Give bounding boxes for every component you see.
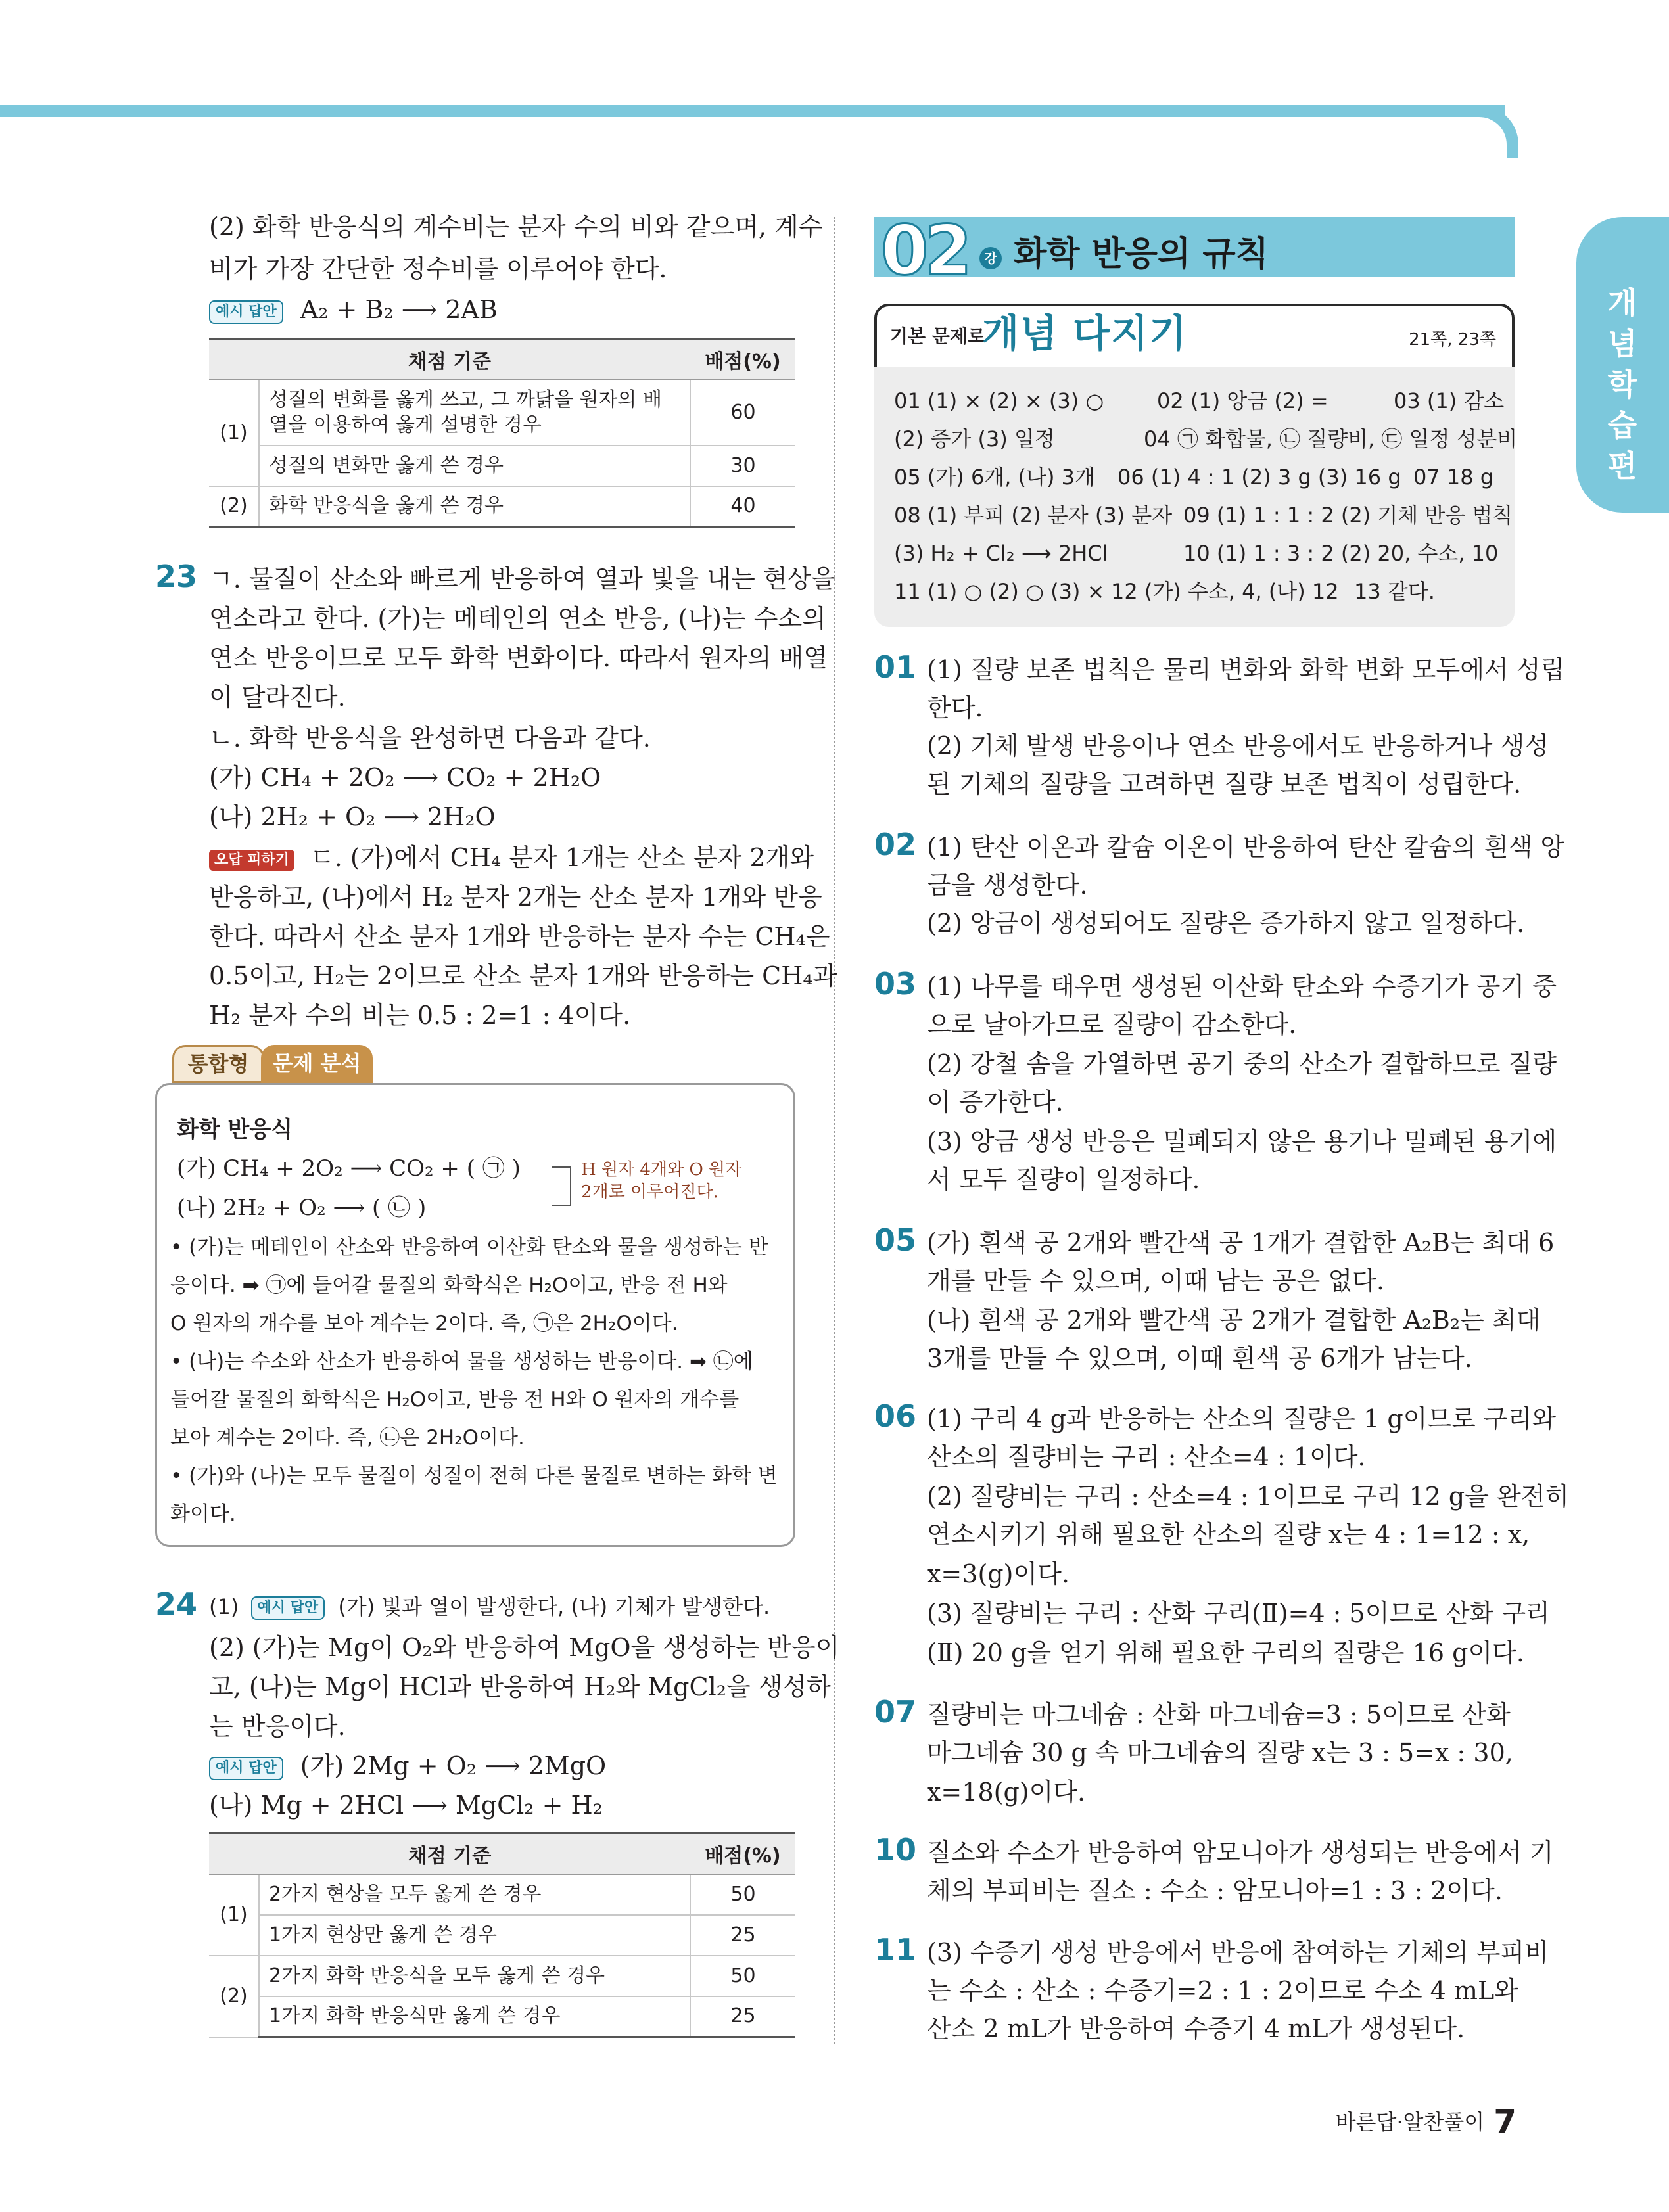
item-03-line: 이 증가한다. [927, 1088, 1064, 1117]
answer-box [874, 367, 1518, 627]
q23-line-8: 반응하고, (나)에서 H₂ 분자 2개는 산소 분자 1개와 반응 [209, 883, 822, 911]
analysis-equation-2: (나) 2H₂ + O₂ ⟶ ( ㉡ ) [177, 1195, 427, 1221]
item-02-number: 02 [874, 827, 917, 862]
item-06-line: x=3(g)이다. [927, 1559, 1070, 1588]
table1-header-score: 배점(%) [690, 339, 795, 380]
example-tag-2: 예시 답안 [251, 1596, 325, 1620]
item-11-line: 는 수소 : 산소 : 수증기=2 : 1 : 2이므로 수소 4 mL와 [927, 1976, 1518, 2005]
table-row: (1) 성질의 변화를 옳게 쓰고, 그 까닭을 원자의 배열을 이용하여 옳게 설명한 경우 60 [209, 380, 795, 446]
q24-line-3: 고, (나)는 Mg이 HCl과 반응하여 H₂와 MgCl₂을 생성하 [209, 1672, 831, 1701]
answer-09: 09 (1) 1 : 1 : 2 (2) 기체 반응 법칙 [1183, 503, 1513, 528]
item-10-number: 10 [874, 1832, 917, 1868]
example-tag: 예시 답안 [209, 300, 283, 324]
item-06-line: (Ⅱ) 20 g을 얻기 위해 필요한 구리의 질량은 16 g이다. [927, 1638, 1524, 1667]
answer-03-cont: (2) 증가 (3) 일정 [894, 426, 1055, 451]
analysis-equation-1: (가) CH₄ + 2O₂ ⟶ CO₂ + ( ㉠ ) [177, 1155, 521, 1182]
item-03-line: 서 모두 질량이 일정하다. [927, 1165, 1200, 1194]
answer-08: 08 (1) 부피 (2) 분자 (3) 분자 [894, 503, 1173, 528]
item-07-line: 질량비는 마그네슘 : 산화 마그네슘=3 : 5이므로 산화 [927, 1700, 1511, 1729]
item-06-line: 산소의 질량비는 구리 : 산소=4 : 1이다. [927, 1442, 1366, 1471]
item-11-number: 11 [874, 1932, 917, 1968]
table2-header-criteria: 채점 기준 [209, 1833, 690, 1874]
analysis-bullet-1: • (가)는 메테인이 산소와 반응하여 이산화 탄소와 물을 생성하는 반 [170, 1235, 768, 1259]
answer-02: 02 (1) 앙금 (2) = [1157, 388, 1328, 413]
question-23-number: 23 [155, 559, 198, 594]
section-gang-badge: 강 [979, 247, 1002, 269]
q23-wrong-line: 오답 피하기 ㄷ. (가)에서 CH₄ 분자 1개는 산소 분자 2개와 [209, 841, 814, 874]
column-divider [834, 217, 835, 2044]
item-06-line: 연소시키기 위해 필요한 산소의 질량 x는 4 : 1=12 : x, [927, 1520, 1530, 1549]
answer-06: 06 (1) 4 : 1 (2) 3 g (3) 16 g [1117, 465, 1401, 490]
section-title: 화학 반응의 규칙 [1014, 235, 1269, 274]
item-03-line: (3) 앙금 생성 반응은 밀폐되지 않은 용기나 밀폐된 용기에 [927, 1127, 1557, 1156]
item-06-line: (3) 질량비는 구리 : 산화 구리(Ⅱ)=4 : 5이므로 산화 구리 [927, 1599, 1550, 1628]
item-05-number: 05 [874, 1222, 917, 1258]
item-01-line: 된 기체의 질량을 고려하면 질량 보존 법칙이 성립한다. [927, 770, 1522, 798]
item-06-line: (1) 구리 4 g과 반응하는 산소의 질량은 1 g이므로 구리와 [927, 1404, 1556, 1433]
q24-example-1: 예시 답안 (가) 2Mg + O₂ ⟶ 2MgO [209, 1749, 606, 1782]
page-footer [1336, 2103, 1516, 2141]
item-05-line: (가) 흰색 공 2개와 빨간색 공 1개가 결합한 A₂B는 최대 6 [927, 1228, 1555, 1257]
table-row: 1가지 현상만 옳게 쓴 경우 25 [209, 1915, 795, 1956]
analysis-box [155, 1083, 795, 1547]
side-tab-label: 개념학습편 [1607, 285, 1637, 484]
item-06-line: (2) 질량비는 구리 : 산소=4 : 1이므로 구리 12 g을 완전히 [927, 1482, 1570, 1511]
item-11-line: (3) 수증기 생성 반응에서 반응에 참여하는 기체의 부피비 [927, 1938, 1549, 1967]
example-equation: A₂ + B₂ ⟶ 2AB [300, 295, 498, 324]
section-header [874, 210, 1515, 290]
example-answer-1 [209, 293, 498, 326]
table-row: (1) 2가지 현상을 모두 옳게 쓴 경우 50 [209, 1874, 795, 1915]
q23-line-2: 연소라고 한다. (가)는 메테인의 연소 반응, (나)는 수소의 [209, 604, 826, 633]
intro-line-2: 비가 가장 간단한 정수비를 이루어야 한다. [209, 254, 667, 283]
q23-line-5: ㄴ. 화학 반응식을 완성하면 다음과 같다. [209, 724, 651, 752]
item-05-line: 개를 만들 수 있으며, 이때 남는 공은 없다. [927, 1266, 1385, 1295]
answer-09-cont: (3) H₂ + Cl₂ ⟶ 2HCl [894, 541, 1108, 566]
item-01-number: 01 [874, 649, 917, 685]
item-07-line: x=18(g)이다. [927, 1778, 1086, 1807]
intro-line-1: (2) 화학 반응식의 계수비는 분자 수의 비와 같으며, 계수 [209, 212, 823, 241]
item-10-line: 질소와 수소가 반응하여 암모니아가 생성되는 반응에서 기 [927, 1838, 1554, 1867]
question-24-number: 24 [155, 1586, 198, 1622]
analysis-tab-type: 통합형 [172, 1045, 264, 1083]
answer-13: 13 같다. [1354, 579, 1435, 604]
table-row: 1가지 화학 반응식만 옳게 쓴 경우 25 [209, 1996, 795, 2037]
basic-pages: 21쪽, 23쪽 [1409, 330, 1496, 350]
q24-line-1: (1) 예시 답안 (가) 빛과 열이 발생한다, (나) 기체가 발생한다. [209, 1594, 770, 1619]
table2-header-score: 배점(%) [690, 1833, 795, 1874]
analysis-tab-title: 문제 분석 [261, 1045, 373, 1083]
item-02-line: 금을 생성한다. [927, 871, 1088, 900]
q23-line-11: H₂ 분자 수의 비는 0.5 : 2=1 : 4이다. [209, 1001, 631, 1030]
answer-05: 05 (가) 6개, (나) 3개 [894, 465, 1095, 490]
analysis-bracket [552, 1166, 571, 1206]
item-01-line: (2) 기체 발생 반응이나 연소 반응에서도 반응하거나 생성 [927, 731, 1549, 760]
analysis-bullet-2: 응이다. ➡ ㉠에 들어갈 물질의 화학식은 H₂O이고, 반응 전 H와 [170, 1274, 728, 1297]
analysis-bullet-3: O 원자의 개수를 보아 계수는 2이다. 즉, ㉠은 2H₂O이다. [170, 1312, 678, 1335]
grading-table-1 [209, 338, 795, 528]
q24-example-2: (나) Mg + 2HCl ⟶ MgCl₂ + H₂ [209, 1791, 603, 1820]
answer-07: 07 18 g [1413, 465, 1494, 490]
analysis-bullet-5: 들어갈 물질의 화학식은 H₂O이고, 반응 전 H와 O 원자의 개수를 [170, 1388, 740, 1412]
q23-line-9: 한다. 따라서 산소 분자 1개와 반응하는 분자 수는 CH₄은 [209, 922, 830, 951]
item-03-line: (1) 나무를 태우면 생성된 이산화 탄소와 수증기가 공기 중 [927, 972, 1557, 1001]
table-row: (2) 화학 반응식을 옳게 쓴 경우 40 [209, 486, 795, 527]
table-row: 성질의 변화만 옳게 쓴 경우 30 [209, 446, 795, 486]
q24-line-4: 는 반응이다. [209, 1712, 346, 1741]
item-02-line: (2) 앙금이 생성되어도 질량은 증가하지 않고 일정하다. [927, 909, 1525, 938]
q23-equation-ga: (가) CH₄ + 2O₂ ⟶ CO₂ + 2H₂O [209, 763, 601, 792]
basic-label: 기본 문제로 [890, 325, 985, 347]
analysis-note-1: H 원자 4개와 O 원자 [581, 1160, 742, 1180]
analysis-bullet-8: 화이다. [170, 1502, 236, 1526]
answer-04: 04 ㉠ 화합물, ㉡ 질량비, ㉢ 일정 성분비 [1144, 426, 1518, 451]
analysis-title: 화학 반응식 [177, 1117, 293, 1143]
top-accent-curve [1479, 105, 1518, 158]
answer-11: 11 (1) ○ (2) ○ (3) × [894, 579, 1105, 604]
answer-03: 03 (1) 감소 [1394, 388, 1505, 413]
item-03-line: (2) 강철 솜을 가열하면 공기 중의 산소가 결합하므로 질량 [927, 1049, 1557, 1078]
q23-line-4: 이 달라진다. [209, 683, 346, 712]
item-01-line: 한다. [927, 693, 983, 722]
table1-header-criteria: 채점 기준 [209, 339, 690, 380]
basic-problems-header [874, 304, 1515, 367]
item-01-line: (1) 질량 보존 법칙은 물리 변화와 화학 변화 모두에서 성립 [927, 655, 1565, 684]
q23-equation-na: (나) 2H₂ + O₂ ⟶ 2H₂O [209, 802, 496, 831]
side-section-tab[interactable] [1576, 217, 1669, 513]
analysis-bullet-4: • (나)는 수소와 산소가 반응하여 물을 생성하는 반응이다. ➡ ㉡에 [170, 1350, 753, 1373]
q23-line-3: 연소 반응이므로 모두 화학 변화이다. 따라서 원자의 배열 [209, 643, 828, 672]
q24-line-2: (2) (가)는 Mg이 O₂와 반응하여 MgO을 생성하는 반응이 [209, 1633, 840, 1662]
item-02-line: (1) 탄산 이온과 칼슘 이온이 반응하여 탄산 칼슘의 흰색 앙 [927, 833, 1565, 862]
page-number: 7 [1493, 2103, 1516, 2141]
item-07-line: 마그네슘 30 g 속 마그네슘의 질량 x는 3 : 5=x : 30, [927, 1738, 1513, 1767]
item-03-number: 03 [874, 966, 917, 1002]
analysis-note-2: 2개로 이루어진다. [581, 1182, 718, 1202]
q23-line-10: 0.5이고, H₂는 2이므로 산소 분자 1개와 반응하는 CH₄과 [209, 961, 837, 990]
item-11-line: 산소 2 mL가 반응하여 수증기 4 mL가 생성된다. [927, 2014, 1465, 2043]
item-05-line: (나) 흰색 공 2개와 빨간색 공 2개가 결합한 A₂B₂는 최대 [927, 1306, 1541, 1335]
footer-label: 바른답·알찬풀이 [1335, 2109, 1485, 2134]
item-05-line: 3개를 만들 수 있으며, 이때 흰색 공 6개가 남는다. [927, 1344, 1472, 1373]
table-row: (2) 2가지 화학 반응식을 모두 옳게 쓴 경우 50 [209, 1956, 795, 1996]
item-07-number: 07 [874, 1694, 917, 1730]
item-10-line: 체의 부피비는 질소 : 수소 : 암모니아=1 : 3 : 2이다. [927, 1876, 1503, 1905]
answer-10: 10 (1) 1 : 3 : 2 (2) 20, 수소, 10 [1183, 541, 1499, 566]
wrong-answer-tag: 오답 피하기 [209, 850, 294, 871]
answer-01: 01 (1) × (2) × (3) ○ [894, 388, 1104, 413]
answer-12: 12 (가) 수소, 4, (나) 12 [1111, 579, 1339, 604]
q23-line-1: ㄱ. 물질이 산소와 빠르게 반응하여 열과 빛을 내는 현상을 [209, 565, 835, 593]
grading-table-2 [209, 1832, 795, 2038]
top-accent-bar [0, 105, 1505, 117]
item-06-number: 06 [874, 1398, 917, 1434]
basic-title: 개념 다지기 [982, 311, 1188, 356]
section-number: 02 [881, 210, 968, 290]
item-03-line: 으로 날아가므로 질량이 감소한다. [927, 1010, 1297, 1039]
analysis-bullet-7: • (가)와 (나)는 모두 물질이 성질이 전혀 다른 물질로 변하는 화학 변 [170, 1464, 778, 1488]
example-tag-3: 예시 답안 [209, 1757, 283, 1780]
analysis-bullet-6: 보아 계수는 2이다. 즉, ㉡은 2H₂O이다. [170, 1426, 525, 1450]
